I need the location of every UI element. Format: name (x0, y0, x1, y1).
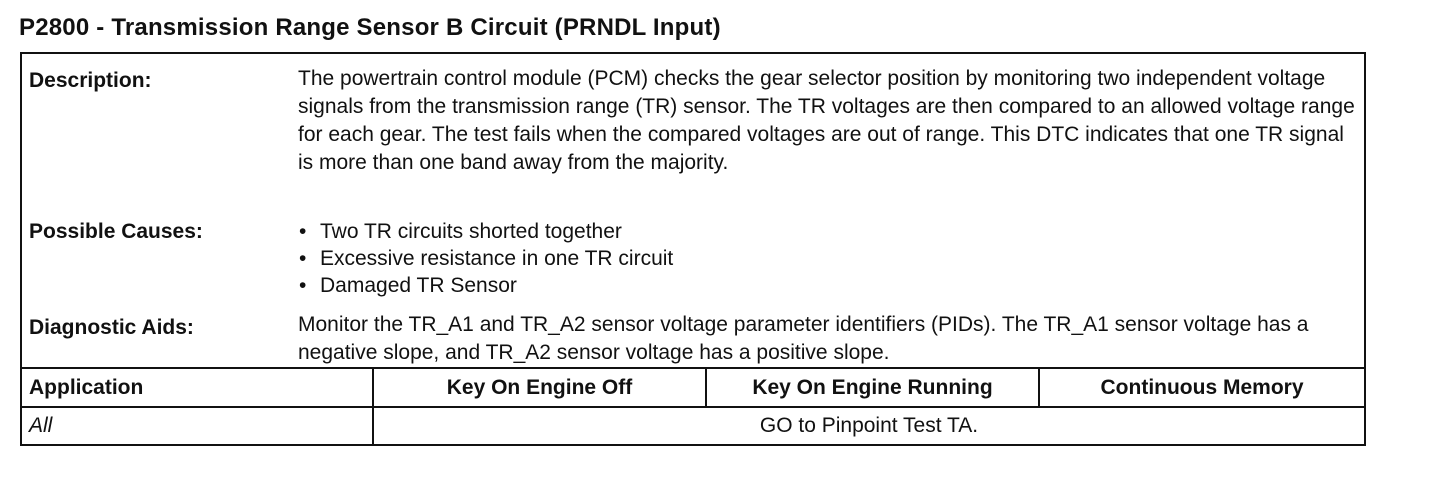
header-continuous-memory: Continuous Memory (1100, 375, 1304, 399)
header-key-on-engine-off: Key On Engine Off (446, 375, 633, 399)
cause-text: Damaged TR Sensor (320, 274, 517, 297)
description-label: Description: (29, 69, 152, 92)
cell-action: GO to Pinpoint Test TA. (759, 414, 979, 437)
description-text (298, 65, 1360, 177)
header-key-on-engine-running: Key On Engine Running (752, 375, 993, 399)
bullet-icon: • (299, 274, 307, 297)
list-item (298, 218, 1360, 245)
bullet-icon: • (299, 247, 307, 270)
bullet-icon: • (299, 220, 307, 243)
possible-causes-label: Possible Causes: (29, 220, 203, 243)
possible-causes-list (298, 218, 1360, 299)
page-title: P2800 - Transmission Range Sensor B Circuit (PRNDL Input) (19, 14, 721, 41)
cause-text: Excessive resistance in one TR circuit (320, 247, 674, 270)
diagnostic-aids-text (298, 311, 1360, 367)
description-paragraph: The powertrain control module (PCM) checks the gear selector position by monitoring two independent voltage signals from the transmission range (TR) sensor. The TR voltages are then compared to an allowed voltage range for each gear. The test fails when the compared voltages are out of range. This DTC indicates that one TR signal is more than one band away from the majority. (298, 67, 1355, 174)
diagnostic-aids-label: Diagnostic Aids: (29, 316, 194, 339)
cell-application: All (29, 414, 53, 437)
diagnostic-aids-paragraph: Monitor the TR_A1 and TR_A2 sensor voltage parameter identifiers (PIDs). The TR_A1 sensor voltage has a negative slope, and TR_A2 sensor voltage has a positive slope. (298, 313, 1309, 364)
test-table (22, 367, 1364, 446)
list-item (298, 245, 1360, 272)
list-item (298, 272, 1360, 299)
cause-text: Two TR circuits shorted together (320, 220, 622, 243)
dtc-info-box (20, 52, 1366, 446)
header-application: Application (29, 375, 144, 399)
